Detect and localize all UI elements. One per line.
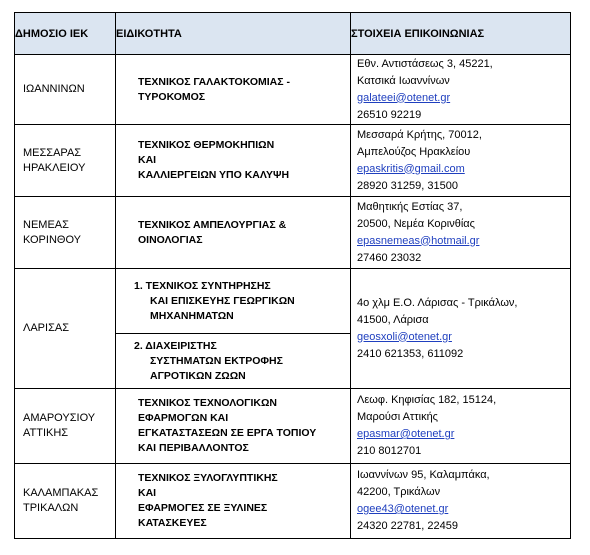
iek-name: ΚΑΛΑΜΠΑΚΑΣ ΤΡΙΚΑΛΩΝ — [15, 464, 116, 539]
header-iek: ΔΗΜΟΣΙΟ ΙΕΚ — [15, 13, 116, 55]
email-link[interactable]: epaskritis@gmail.com — [357, 162, 465, 175]
table-header-row — [15, 13, 571, 55]
phone: 28920 31259, 31500 — [357, 179, 458, 192]
iek-name: ΑΜΑΡΟΥΣΙΟΥ ΑΤΤΙΚΗΣ — [15, 389, 116, 464]
table-row — [15, 269, 571, 334]
phone: 2410 621353, 611092 — [357, 347, 464, 360]
specialty: ΤΕΧΝΙΚΟΣ ΞΥΛΟΓΛΥΠΤΙΚΗΣ ΚΑΙ ΕΦΑΡΜΟΓΕΣ ΣΕ ΞΥΛΙΝΕΣ ΚΑΤΑΣΚΕΥΕΣ — [116, 464, 351, 539]
specialty: ΤΕΧΝΙΚΟΣ ΤΕΧΝΟΛΟΓΙΚΩΝ ΕΦΑΡΜΟΓΩΝ ΚΑΙ ΕΓΚΑΤΑΣΤΑΣΕΩΝ ΣΕ ΕΡΓΑ ΤΟΠΙΟΥ ΚΑΙ ΠΕΡΙΒΑΛΛΟΝΤΟΣ — [116, 389, 351, 464]
email-link[interactable]: geosxoli@otenet.gr — [357, 330, 452, 343]
iek-name: ΛΑΡΙΣΑΣ — [15, 269, 116, 389]
phone: 210 8012701 — [357, 445, 422, 457]
email-link[interactable]: epasmar@otenet.gr — [357, 428, 455, 440]
specialty: ΤΕΧΝΙΚΟΣ ΘΕΡΜΟΚΗΠΙΩΝ ΚΑΙ ΚΑΛΛΙΕΡΓΕΙΩΝ ΥΠΟ ΚΑΛΥΨΗ — [116, 125, 351, 197]
phone: 27460 23032 — [357, 251, 422, 264]
contact-info: Μαθητικής Εστίας 37, 20500, Νεμέα Κορινθίας epasnemeas@hotmail.gr 27460 23032 — [351, 197, 571, 269]
email-link[interactable]: ogee43@otenet.gr — [357, 503, 449, 515]
header-specialty: ΕΙΔΙΚΟΤΗΤΑ — [116, 13, 351, 55]
phone: 24320 22781, 22459 — [357, 520, 458, 532]
phone: 26510 92219 — [357, 108, 422, 121]
contact-info: Εθν. Αντιστάσεως 3, 45221, Κατσικά Ιωαννίνων galateei@otenet.gr 26510 92219 — [351, 55, 571, 125]
contact-info: Ιωαννίνων 95, Καλαμπάκα, 42200, Τρικάλων ogee43@otenet.gr 24320 22781, 22459 — [351, 464, 571, 539]
contact-info: 4ο χλμ Ε.Ο. Λάρισας - Τρικάλων, 41500, Λάρισα geosxoli@otenet.gr 2410 621353, 611092 — [351, 269, 571, 389]
header-contact: ΣΤΟΙΧΕΙΑ ΕΠΙΚΟΙΝΩΝΙΑΣ — [351, 13, 571, 55]
specialty: ΤΕΧΝΙΚΟΣ ΓΑΛΑΚΤΟΚΟΜΙΑΣ - ΤΥΡΟΚΟΜΟΣ — [116, 55, 351, 125]
specialty-2: 2. ΔΙΑΧΕΙΡΙΣΤΗΣ ΣΥΣΤΗΜΑΤΩΝ ΕΚΤΡΟΦΗΣ ΑΓΡΟΤΙΚΩΝ ΖΩΩΝ — [116, 334, 351, 389]
email-link[interactable]: galateei@otenet.gr — [357, 91, 451, 104]
email-link[interactable]: epasnemeas@hotmail.gr — [357, 234, 480, 247]
iek-name: ΙΩΑΝΝΙΝΩΝ — [15, 55, 116, 125]
iek-name: ΜΕΣΣΑΡΑΣ ΗΡΑΚΛΕΙΟΥ — [15, 125, 116, 197]
contact-info: Λεωφ. Κηφισίας 182, 15124, Μαρούσι Αττικής epasmar@otenet.gr 210 8012701 — [351, 389, 571, 464]
specialty-1: 1. ΤΕΧΝΙΚΟΣ ΣΥΝΤΗΡΗΣΗΣ ΚΑΙ ΕΠΙΣΚΕΥΗΣ ΓΕΩΡΓΙΚΩΝ ΜΗΧΑΝΗΜΑΤΩΝ — [116, 269, 351, 334]
contact-info: Μεσσαρά Κρήτης, 70012, Αμπελούζος Ηρακλείου epaskritis@gmail.com 28920 31259, 31500 — [351, 125, 571, 197]
table-row — [15, 125, 571, 197]
iek-name: ΝΕΜΕΑΣ ΚΟΡΙΝΘΟΥ — [15, 197, 116, 269]
table-row — [15, 197, 571, 269]
table-row — [15, 389, 571, 464]
iek-table — [14, 12, 571, 539]
specialty: ΤΕΧΝΙΚΟΣ ΑΜΠΕΛΟΥΡΓΙΑΣ & ΟΙΝΟΛΟΓΙΑΣ — [116, 197, 351, 269]
table-row — [15, 55, 571, 125]
table-row — [15, 464, 571, 539]
